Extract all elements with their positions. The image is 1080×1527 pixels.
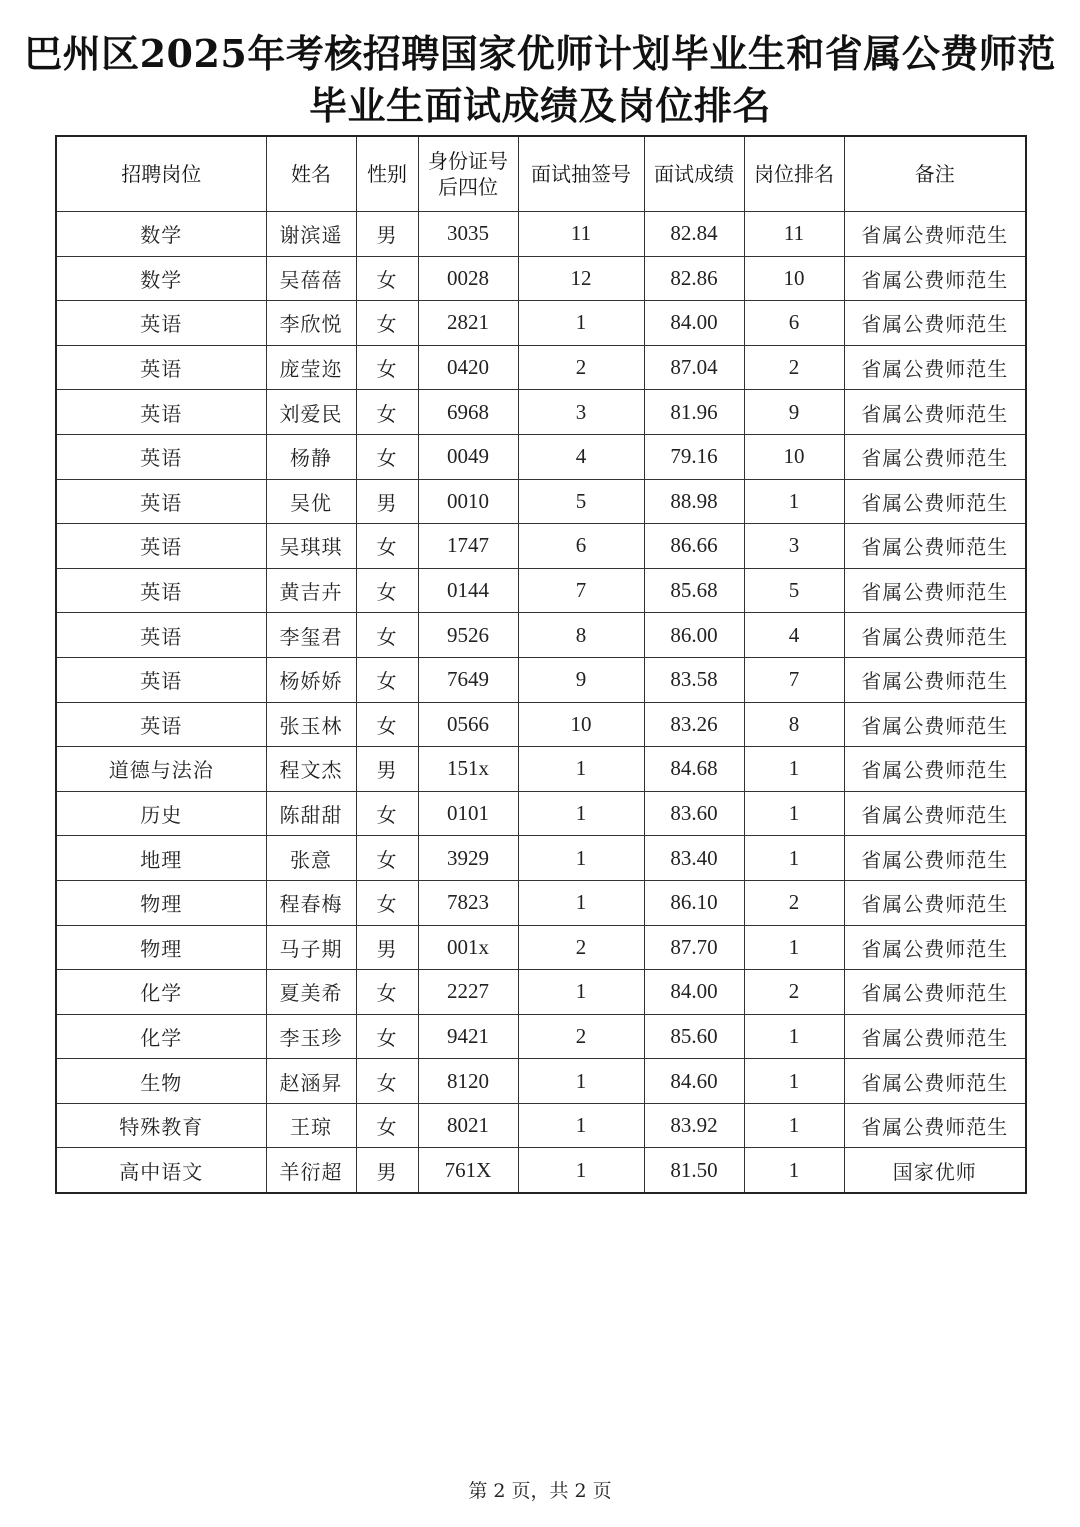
draw-number-cell: 1 bbox=[518, 970, 644, 1015]
score-cell: 86.00 bbox=[644, 613, 744, 658]
rank-cell: 8 bbox=[744, 702, 844, 747]
gender-cell: 女 bbox=[356, 256, 418, 301]
table-row bbox=[56, 479, 1026, 524]
table-row bbox=[56, 1148, 1026, 1193]
name-cell: 张玉林 bbox=[266, 702, 356, 747]
position-cell: 高中语文 bbox=[56, 1148, 266, 1193]
interview-score-table bbox=[55, 135, 1027, 1194]
draw-number-cell: 8 bbox=[518, 613, 644, 658]
table-row bbox=[56, 390, 1026, 435]
table-row bbox=[56, 1014, 1026, 1059]
document-title bbox=[0, 28, 1080, 132]
gender-cell: 男 bbox=[356, 747, 418, 792]
rank-cell: 1 bbox=[744, 836, 844, 881]
position-cell: 英语 bbox=[56, 479, 266, 524]
score-cell: 81.96 bbox=[644, 390, 744, 435]
table-row bbox=[56, 434, 1026, 479]
draw-number-cell: 2 bbox=[518, 925, 644, 970]
draw-number-cell: 1 bbox=[518, 301, 644, 346]
draw-number-cell: 5 bbox=[518, 479, 644, 524]
score-cell: 88.98 bbox=[644, 479, 744, 524]
name-cell: 陈甜甜 bbox=[266, 791, 356, 836]
position-cell: 英语 bbox=[56, 524, 266, 569]
header-gender: 性别 bbox=[356, 136, 418, 212]
title-line-1: 巴州区2025年考核招聘国家优师计划毕业生和省属公费师范 bbox=[24, 31, 1056, 76]
id-last4-cell: 001x bbox=[418, 925, 518, 970]
table-row bbox=[56, 212, 1026, 257]
table-row bbox=[56, 836, 1026, 881]
header-score: 面试成绩 bbox=[644, 136, 744, 212]
header-id-last4 bbox=[418, 136, 518, 212]
score-cell: 83.92 bbox=[644, 1103, 744, 1148]
gender-cell: 男 bbox=[356, 925, 418, 970]
gender-cell: 女 bbox=[356, 1059, 418, 1104]
note-cell: 省属公费师范生 bbox=[844, 301, 1026, 346]
header-name: 姓名 bbox=[266, 136, 356, 212]
score-cell: 79.16 bbox=[644, 434, 744, 479]
name-cell: 赵涵昇 bbox=[266, 1059, 356, 1104]
id-last4-cell: 0420 bbox=[418, 345, 518, 390]
note-cell: 省属公费师范生 bbox=[844, 747, 1026, 792]
name-cell: 张意 bbox=[266, 836, 356, 881]
position-cell: 英语 bbox=[56, 390, 266, 435]
rank-cell: 1 bbox=[744, 1103, 844, 1148]
note-cell: 省属公费师范生 bbox=[844, 524, 1026, 569]
table-row bbox=[56, 613, 1026, 658]
name-cell: 吴琪琪 bbox=[266, 524, 356, 569]
position-cell: 化学 bbox=[56, 1014, 266, 1059]
position-cell: 物理 bbox=[56, 880, 266, 925]
name-cell: 羊衍超 bbox=[266, 1148, 356, 1193]
rank-cell: 9 bbox=[744, 390, 844, 435]
id-last4-cell: 6968 bbox=[418, 390, 518, 435]
note-cell: 省属公费师范生 bbox=[844, 880, 1026, 925]
table-row bbox=[56, 524, 1026, 569]
gender-cell: 女 bbox=[356, 345, 418, 390]
rank-cell: 1 bbox=[744, 925, 844, 970]
table-header-row bbox=[56, 136, 1026, 212]
id-last4-cell: 0144 bbox=[418, 568, 518, 613]
position-cell: 物理 bbox=[56, 925, 266, 970]
score-cell: 84.00 bbox=[644, 301, 744, 346]
id-last4-cell: 3035 bbox=[418, 212, 518, 257]
rank-cell: 4 bbox=[744, 613, 844, 658]
header-note: 备注 bbox=[844, 136, 1026, 212]
note-cell: 省属公费师范生 bbox=[844, 657, 1026, 702]
position-cell: 英语 bbox=[56, 613, 266, 658]
gender-cell: 女 bbox=[356, 836, 418, 881]
note-cell: 省属公费师范生 bbox=[844, 434, 1026, 479]
rank-cell: 10 bbox=[744, 434, 844, 479]
rank-cell: 1 bbox=[744, 1059, 844, 1104]
position-cell: 英语 bbox=[56, 434, 266, 479]
gender-cell: 女 bbox=[356, 524, 418, 569]
gender-cell: 女 bbox=[356, 434, 418, 479]
rank-cell: 6 bbox=[744, 301, 844, 346]
name-cell: 庞莹迩 bbox=[266, 345, 356, 390]
score-cell: 87.70 bbox=[644, 925, 744, 970]
rank-cell: 2 bbox=[744, 970, 844, 1015]
id-last4-cell: 0049 bbox=[418, 434, 518, 479]
table-row bbox=[56, 256, 1026, 301]
name-cell: 谢滨遥 bbox=[266, 212, 356, 257]
position-cell: 英语 bbox=[56, 702, 266, 747]
header-rank: 岗位排名 bbox=[744, 136, 844, 212]
table-body bbox=[56, 212, 1026, 1194]
page-footer: 第 2 页，共 2 页 bbox=[468, 1480, 612, 1502]
id-last4-cell: 0010 bbox=[418, 479, 518, 524]
draw-number-cell: 1 bbox=[518, 836, 644, 881]
header-id-line2: 后四位 bbox=[438, 175, 498, 199]
rank-cell: 3 bbox=[744, 524, 844, 569]
score-cell: 81.50 bbox=[644, 1148, 744, 1193]
score-cell: 83.60 bbox=[644, 791, 744, 836]
rank-cell: 11 bbox=[744, 212, 844, 257]
id-last4-cell: 2821 bbox=[418, 301, 518, 346]
name-cell: 王琼 bbox=[266, 1103, 356, 1148]
score-cell: 85.68 bbox=[644, 568, 744, 613]
position-cell: 数学 bbox=[56, 256, 266, 301]
table-row bbox=[56, 345, 1026, 390]
rank-cell: 1 bbox=[744, 1148, 844, 1193]
header-id-line1: 身份证号 bbox=[428, 149, 508, 173]
draw-number-cell: 10 bbox=[518, 702, 644, 747]
draw-number-cell: 12 bbox=[518, 256, 644, 301]
name-cell: 李玺君 bbox=[266, 613, 356, 658]
note-cell: 省属公费师范生 bbox=[844, 1014, 1026, 1059]
table-row bbox=[56, 702, 1026, 747]
table-row bbox=[56, 1059, 1026, 1104]
table-row bbox=[56, 925, 1026, 970]
name-cell: 吴优 bbox=[266, 479, 356, 524]
gender-cell: 女 bbox=[356, 791, 418, 836]
name-cell: 程文杰 bbox=[266, 747, 356, 792]
id-last4-cell: 0101 bbox=[418, 791, 518, 836]
note-cell: 省属公费师范生 bbox=[844, 1059, 1026, 1104]
note-cell: 省属公费师范生 bbox=[844, 702, 1026, 747]
score-cell: 87.04 bbox=[644, 345, 744, 390]
rank-cell: 2 bbox=[744, 345, 844, 390]
name-cell: 马子期 bbox=[266, 925, 356, 970]
draw-number-cell: 9 bbox=[518, 657, 644, 702]
gender-cell: 女 bbox=[356, 970, 418, 1015]
rank-cell: 2 bbox=[744, 880, 844, 925]
name-cell: 程春梅 bbox=[266, 880, 356, 925]
position-cell: 地理 bbox=[56, 836, 266, 881]
gender-cell: 女 bbox=[356, 390, 418, 435]
note-cell: 省属公费师范生 bbox=[844, 791, 1026, 836]
gender-cell: 女 bbox=[356, 1014, 418, 1059]
name-cell: 吴蓓蓓 bbox=[266, 256, 356, 301]
table-row bbox=[56, 747, 1026, 792]
id-last4-cell: 8120 bbox=[418, 1059, 518, 1104]
gender-cell: 男 bbox=[356, 1148, 418, 1193]
score-cell: 83.40 bbox=[644, 836, 744, 881]
id-last4-cell: 9421 bbox=[418, 1014, 518, 1059]
position-cell: 英语 bbox=[56, 345, 266, 390]
score-cell: 82.86 bbox=[644, 256, 744, 301]
position-cell: 化学 bbox=[56, 970, 266, 1015]
score-cell: 84.68 bbox=[644, 747, 744, 792]
gender-cell: 女 bbox=[356, 880, 418, 925]
gender-cell: 女 bbox=[356, 568, 418, 613]
gender-cell: 女 bbox=[356, 613, 418, 658]
score-cell: 83.58 bbox=[644, 657, 744, 702]
id-last4-cell: 151x bbox=[418, 747, 518, 792]
note-cell: 省属公费师范生 bbox=[844, 613, 1026, 658]
id-last4-cell: 9526 bbox=[418, 613, 518, 658]
name-cell: 黄吉卉 bbox=[266, 568, 356, 613]
note-cell: 省属公费师范生 bbox=[844, 256, 1026, 301]
note-cell: 省属公费师范生 bbox=[844, 970, 1026, 1015]
draw-number-cell: 4 bbox=[518, 434, 644, 479]
id-last4-cell: 7649 bbox=[418, 657, 518, 702]
table-row bbox=[56, 301, 1026, 346]
name-cell: 李玉珍 bbox=[266, 1014, 356, 1059]
table-row bbox=[56, 970, 1026, 1015]
table-row bbox=[56, 880, 1026, 925]
draw-number-cell: 2 bbox=[518, 1014, 644, 1059]
gender-cell: 男 bbox=[356, 212, 418, 257]
id-last4-cell: 1747 bbox=[418, 524, 518, 569]
table-row bbox=[56, 1103, 1026, 1148]
table-row bbox=[56, 791, 1026, 836]
gender-cell: 女 bbox=[356, 657, 418, 702]
draw-number-cell: 1 bbox=[518, 1103, 644, 1148]
draw-number-cell: 3 bbox=[518, 390, 644, 435]
rank-cell: 1 bbox=[744, 479, 844, 524]
id-last4-cell: 2227 bbox=[418, 970, 518, 1015]
rank-cell: 1 bbox=[744, 791, 844, 836]
score-cell: 82.84 bbox=[644, 212, 744, 257]
name-cell: 杨静 bbox=[266, 434, 356, 479]
draw-number-cell: 11 bbox=[518, 212, 644, 257]
note-cell: 国家优师 bbox=[844, 1148, 1026, 1193]
gender-cell: 女 bbox=[356, 301, 418, 346]
note-cell: 省属公费师范生 bbox=[844, 390, 1026, 435]
header-draw-number: 面试抽签号 bbox=[518, 136, 644, 212]
note-cell: 省属公费师范生 bbox=[844, 212, 1026, 257]
draw-number-cell: 1 bbox=[518, 747, 644, 792]
position-cell: 英语 bbox=[56, 657, 266, 702]
score-cell: 84.60 bbox=[644, 1059, 744, 1104]
position-cell: 历史 bbox=[56, 791, 266, 836]
note-cell: 省属公费师范生 bbox=[844, 925, 1026, 970]
score-cell: 83.26 bbox=[644, 702, 744, 747]
draw-number-cell: 7 bbox=[518, 568, 644, 613]
score-cell: 84.00 bbox=[644, 970, 744, 1015]
draw-number-cell: 6 bbox=[518, 524, 644, 569]
draw-number-cell: 1 bbox=[518, 791, 644, 836]
gender-cell: 男 bbox=[356, 479, 418, 524]
rank-cell: 5 bbox=[744, 568, 844, 613]
position-cell: 特殊教育 bbox=[56, 1103, 266, 1148]
score-cell: 86.66 bbox=[644, 524, 744, 569]
rank-cell: 10 bbox=[744, 256, 844, 301]
score-cell: 86.10 bbox=[644, 880, 744, 925]
draw-number-cell: 1 bbox=[518, 1059, 644, 1104]
note-cell: 省属公费师范生 bbox=[844, 1103, 1026, 1148]
rank-cell: 1 bbox=[744, 1014, 844, 1059]
id-last4-cell: 8021 bbox=[418, 1103, 518, 1148]
id-last4-cell: 0566 bbox=[418, 702, 518, 747]
rank-cell: 7 bbox=[744, 657, 844, 702]
title-line-2: 毕业生面试成绩及岗位排名 bbox=[308, 83, 771, 128]
position-cell: 英语 bbox=[56, 301, 266, 346]
id-last4-cell: 0028 bbox=[418, 256, 518, 301]
position-cell: 道德与法治 bbox=[56, 747, 266, 792]
note-cell: 省属公费师范生 bbox=[844, 836, 1026, 881]
score-cell: 85.60 bbox=[644, 1014, 744, 1059]
name-cell: 刘爱民 bbox=[266, 390, 356, 435]
note-cell: 省属公费师范生 bbox=[844, 345, 1026, 390]
draw-number-cell: 1 bbox=[518, 880, 644, 925]
position-cell: 数学 bbox=[56, 212, 266, 257]
id-last4-cell: 761X bbox=[418, 1148, 518, 1193]
table-row bbox=[56, 568, 1026, 613]
rank-cell: 1 bbox=[744, 747, 844, 792]
position-cell: 英语 bbox=[56, 568, 266, 613]
name-cell: 李欣悦 bbox=[266, 301, 356, 346]
draw-number-cell: 2 bbox=[518, 345, 644, 390]
name-cell: 夏美希 bbox=[266, 970, 356, 1015]
table-row bbox=[56, 657, 1026, 702]
note-cell: 省属公费师范生 bbox=[844, 568, 1026, 613]
header-position: 招聘岗位 bbox=[56, 136, 266, 212]
id-last4-cell: 3929 bbox=[418, 836, 518, 881]
gender-cell: 女 bbox=[356, 1103, 418, 1148]
note-cell: 省属公费师范生 bbox=[844, 479, 1026, 524]
gender-cell: 女 bbox=[356, 702, 418, 747]
draw-number-cell: 1 bbox=[518, 1148, 644, 1193]
position-cell: 生物 bbox=[56, 1059, 266, 1104]
id-last4-cell: 7823 bbox=[418, 880, 518, 925]
name-cell: 杨娇娇 bbox=[266, 657, 356, 702]
